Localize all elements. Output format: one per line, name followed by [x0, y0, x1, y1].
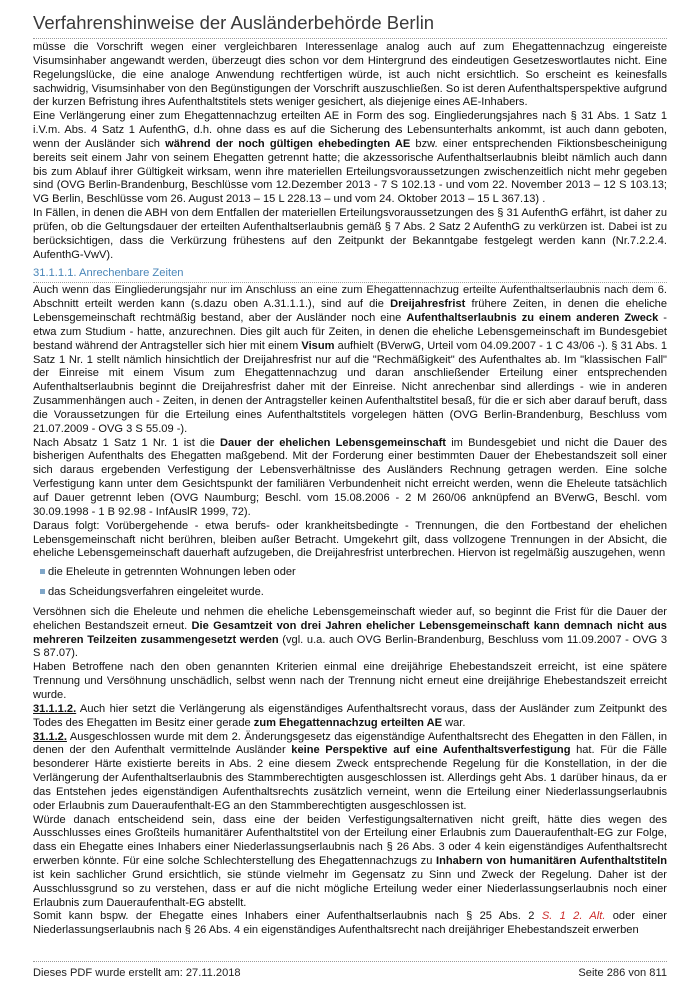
paragraph-three-year-period	[33, 284, 667, 436]
bold-emphasis: keine Perspektive auf eine Aufenthaltsverfestigung	[291, 744, 571, 757]
text-run: Auch hier setzt die Verlängerung als eigenständiges Aufenthaltsrecht voraus, dass der Ausländer zum Zeitpunkt des Todes des Ehegatten im Besitz einer gerade	[33, 702, 667, 729]
paragraph-humanitarian	[33, 814, 667, 911]
section-number: 31.1.1.2.	[33, 702, 77, 715]
text-run: Ausgeschlossen wurde mit dem 2. Änderungsgesetz das eigenständige Aufenthaltsrecht des Ehegatten in den Fällen, in denen der den Aufenthalt vermittelnde Ausländer	[33, 730, 667, 757]
footer-divider	[33, 961, 667, 962]
paragraph-separations: Daraus folgt: Vorübergehende - etwa berufs- oder krankheitsbedingte - Trennungen, die den Fortbestand der ehelichen Lebensgemeinschaft nicht berühren, bleiben außer Betracht. Umgekehrt gilt, dass vollzogene Trennungen in der Absicht, die eheliche Lebensgemeinschaft dauerhaft aufzugeben, die Dreijahresfrist unterbrechen. Hiervon ist regelmäßig auszugehen, wenn	[33, 519, 667, 560]
text-run: oder einer Niederlassungserlaubnis nach § 26 Abs. 4 ein eigenständiges Aufenthaltsrecht nach dreijähriger Ehebestandszeit erwerben	[33, 910, 667, 937]
bold-emphasis: Dreijahresfrist	[390, 298, 466, 311]
text-run: ist kein sachlicher Grund ersichtlich, sie stünde vielmehr im Gegensatz zu Sinn und Zweck der Regelung. Daher ist der Ausschlussgrund so zu verstehen, dass er auf die nicht mögliche Erteilung weder einer Niederlassungserlaubnis noch einer Erlaubnis zum Daueraufenthalt-EG abstellt.	[33, 868, 667, 909]
list-item-text: die Eheleute in getrennten Wohnungen leben oder	[48, 566, 296, 579]
text-run: (vgl. u.a. auch OVG Berlin-Brandenburg, Beschluss vom 11.09.2007 - OVG 3 S 87.07).	[33, 633, 667, 660]
bold-emphasis: Visum	[301, 339, 335, 352]
bold-emphasis: zum Ehegattennachzug erteilten AE	[253, 716, 442, 729]
text-run: frühere Zeiten, in denen die eheliche Lebensgemeinschaft rechtmäßig bestand, aber der Ausländer noch eine	[33, 298, 668, 325]
reference-link[interactable]: S. 1 2. Alt.	[541, 910, 606, 923]
list-item	[40, 566, 667, 580]
paragraph-extension	[33, 110, 667, 207]
text-run: war.	[442, 716, 466, 729]
page-number: Seite 286 von 811	[578, 967, 667, 979]
text-run: hat. Für die Fälle besonderer Härte existierte bereits in Abs. 2 eine diesem Zweck entsprechende Regelung für die Konstellation, in der die Verlängerung der Aufenthaltserlaubnis des Stammberechtigten ausgeschlossen ist. Allerdings geht Abs. 1 darüber hinaus, da er das Entstehen jedes eigenständigen Aufenthaltsrechts zusätzlich verneint, wenn die Erteilung einer Niederlassungserlaubnis oder Erlaubnis zum Daueraufenthalt-EG an den Stammberechtigten ausgeschlossen ist.	[33, 744, 667, 812]
list-item	[40, 586, 667, 600]
pdf-creation-date: Dieses PDF wurde erstellt am: 27.11.2018	[33, 967, 241, 979]
list-item-text: das Scheidungsverfahren eingeleitet wurde.	[48, 586, 264, 599]
square-bullet-icon	[40, 569, 45, 574]
paragraph-reconciliation	[33, 606, 667, 661]
text-run: Würde danach entscheidend sein, dass eine der beiden Verfestigungsalternativen nicht greift, hätte dies wegen des Ausschlusses eines Großteils humanitärer Aufenthaltstitel von der Erteilung einer Erlaubnis zum Daueraufenthalt-EG zur Folge, dass ein Ehegatte eines Inhabers einer Niederlassungserlaubnis nach § 26 Abs. 3 oder 4 kein eigenständiges Aufenthaltsrecht erwerben könnte. Für eine solche Schlechterstellung des Ehegattennachzugs zu	[33, 813, 667, 868]
text-run: Somit kann bspw. der Ehegatte eines Inhabers einer Aufenthaltserlaubnis nach § 25 Abs. 2	[33, 910, 542, 923]
header-divider	[33, 38, 667, 39]
bold-emphasis: Die Gesamtzeit von drei Jahren ehelicher Lebensgemeinschaft kann demnach nicht aus mehreren Teilzeiten zusammengesetzt werden	[33, 619, 667, 646]
bold-emphasis: Dauer der ehelichen Lebensgemeinschaft	[220, 436, 446, 449]
text-run: Auch wenn das Eingliederungsjahr nur im Anschluss an eine zum Ehegattennachzug erteilte Aufenthaltserlaubnis nach dem 6. Abschnitt erteilt werden kann (s.dazu oben A.31.1.1.), sind auf die	[33, 284, 667, 311]
separation-criteria-list	[33, 566, 667, 600]
text-run: aufhielt (BVerwG, Urteil vom 04.09.2007 - 1 C 43/06 -). § 31 Abs. 1 Satz 1 Nr. 1 stellt nämlich hinsichtlich der Dreijahresfrist nur auf die "Rechmäßigkeit" des Aufenthaltes ab. Im "klassischen Fall" der Einreise mit einem Visum zum Ehegattennachzug und daran anschließender Erteilung einer entsprechenden Aufenthaltserlaubnis beginnt die Dreijahresfrist daher mit der Einreise. Nicht anrechenbar sind allerdings - wie in anderen Zusammenhängen auch - Zeiten, in denen der Antragsteller keinen Aufenthaltstitel besaß, für die er sich aber darauf beruft, dass die Voraussetzungen für die Erteilung eines Aufenthaltstitels vorgelegen hätten (OVG Berlin-Brandenburg, Beschluss vom 21.07.2009 - OVG 3 S 55.09 -).	[33, 339, 667, 435]
text-run: Nach Absatz 1 Satz 1 Nr. 1 ist die	[33, 436, 221, 449]
paragraph-marriage-duration	[33, 437, 667, 520]
paragraph-abh-check: In Fällen, in denen die ABH von dem Entfallen der materiellen Erteilungsvoraussetzungen des § 31 AufenthG erfährt, ist daher zu prüfen, ob die Geltungsdauer der erteilten Aufenthaltserlaubnis gemäß § 7 Abs. 2 Satz 2 AufenthG zu verkürzen ist. Dabei ist zu berücksichtigen, dass die Verkürzung frühestens auf den Zeitpunkt der Bekanntgabe festgelegt werden kann (Nr.7.2.2.4. AufenthG-VwV).	[33, 207, 667, 261]
paragraph-visa-holders: müsse die Vorschrift wegen einer vergleichbaren Interessenlage analog auch auf zum Ehegattennachzug eingereiste Visumsinhaber angewandt werden, überzeugt dies schon vor dem Hintergrund des eindeutigen Gesetzeswortlautes nicht. Eine Regelungslücke, die eine analoge Anwendung rechtfertigen würde, ist auch nicht ersichtlich. So erscheint es keinesfalls sachwidrig, Visumsinhaber von den Begünstigungen der Vorschrift auszuschließen. So ist deren Aufenthaltsperspektive aufgrund der kurzen Befristung ihres Aufenthaltstitels stets weniger gesichert, als diejenige eines AE-Inhabers.	[33, 41, 667, 109]
text-run: Eine Verlängerung einer zum Ehegattennachzug erteilten AE in Form des sog. Eingliederungsjahres nach § 31 Abs. 1 Satz 1 i.V.m. Abs. 4 Satz 1 AufenthG, d.h. ohne dass es auf die Sicherung des Lebensunterhalts ankommt, ist auch dann geboten, wenn der Ausländer sich	[33, 110, 667, 150]
paragraph-31-1-1-2	[33, 703, 667, 731]
square-bullet-icon	[40, 589, 45, 594]
bold-emphasis: Aufenthaltserlaubnis zu einem anderen Zweck	[406, 312, 659, 325]
page-title: Verfahrenshinweise der Ausländerbehörde Berlin	[33, 12, 435, 33]
text-run: bzw. einer entsprechenden Fiktionsbescheinigung bereits seit einem Jahr von seinem Ehegatten getrennt hatte; die akzessorische Aufenthaltserlaubnis bleibt nämlich auch dann bis zum Ablauf ihrer Gültigkeit wirksam, wenn ihre materiellen Erteilungsvoraussetzungen zwischenzeitlich nicht mehr gegeben sind (OVG Berlin-Brandenburg, Beschlüsse vom 12.Dezember 2013 - 7 S 102.13 - und vom 22. November 2013 – 12 S 103.13; VG Berlin, Beschlüsse vom 26. August 2013 – 15 L 228.13 – und vom 24. Oktober 2013 – 15 L 367.13) .	[33, 137, 667, 206]
bold-emphasis: Inhabern von humanitären Aufenthaltstiteln	[435, 855, 668, 868]
text-run: im Bundesgebiet und nicht die Dauer des bisherigen Aufenthalts des Ehegatten maßgebend. Mit der Forderung einer bestimmten Dauer der Ehebestandszeit soll einer sich daraus ergebenden Verfestigung der Lebensverhältnisse des Ausländers Rechnung getragen werden. Eine solche Verfestigung kann unter dem Gesichtspunkt der familiären Verbundenheit nicht erreicht werden, wenn die Eheleute tatsächlich auf Dauer getrennt leben (OVG Naumburg; Beschl. vom 15.08.2006 - 2 M 260/06 anknüpfend an BVerwG, Beschl. vom 30.09.1998 - 1 B 92.98 - InfAuslR 1999, 72).	[33, 436, 667, 518]
paragraph-31-1-2	[33, 731, 667, 814]
document-body	[33, 41, 667, 938]
document-page	[33, 0, 667, 990]
section-heading-anrechenbare-zeiten[interactable]: 31.1.1.1. Anrechenbare Zeiten	[33, 267, 667, 284]
paragraph-example	[33, 910, 667, 938]
paragraph-later-separation: Haben Betroffene nach den oben genannten Kriterien einmal eine dreijährige Ehebestandszeit erreicht, ist eine spätere Trennung und Versöhnung unschädlich, selbst wenn nach der Trennung nicht erneut eine dreijährige Ehebestandszeit erreicht wurde.	[33, 661, 667, 701]
text-run: Versöhnen sich die Eheleute und nehmen die eheliche Lebensgemeinschaft wieder auf, so beginnt die Frist für die Dauer der ehelichen Bestandszeit erneut.	[33, 605, 667, 632]
bold-emphasis: während der noch gültigen ehebedingten AE	[165, 137, 411, 150]
section-number: 31.1.2.	[33, 730, 67, 743]
text-run: - etwa zum Studium - hatte, anzurechnen. Dies gilt auch für Zeiten, in denen die eheliche Lebensgemeinschaft im Bundesgebiet bestand während der Antragsteller sich hier mit einem	[33, 312, 667, 352]
